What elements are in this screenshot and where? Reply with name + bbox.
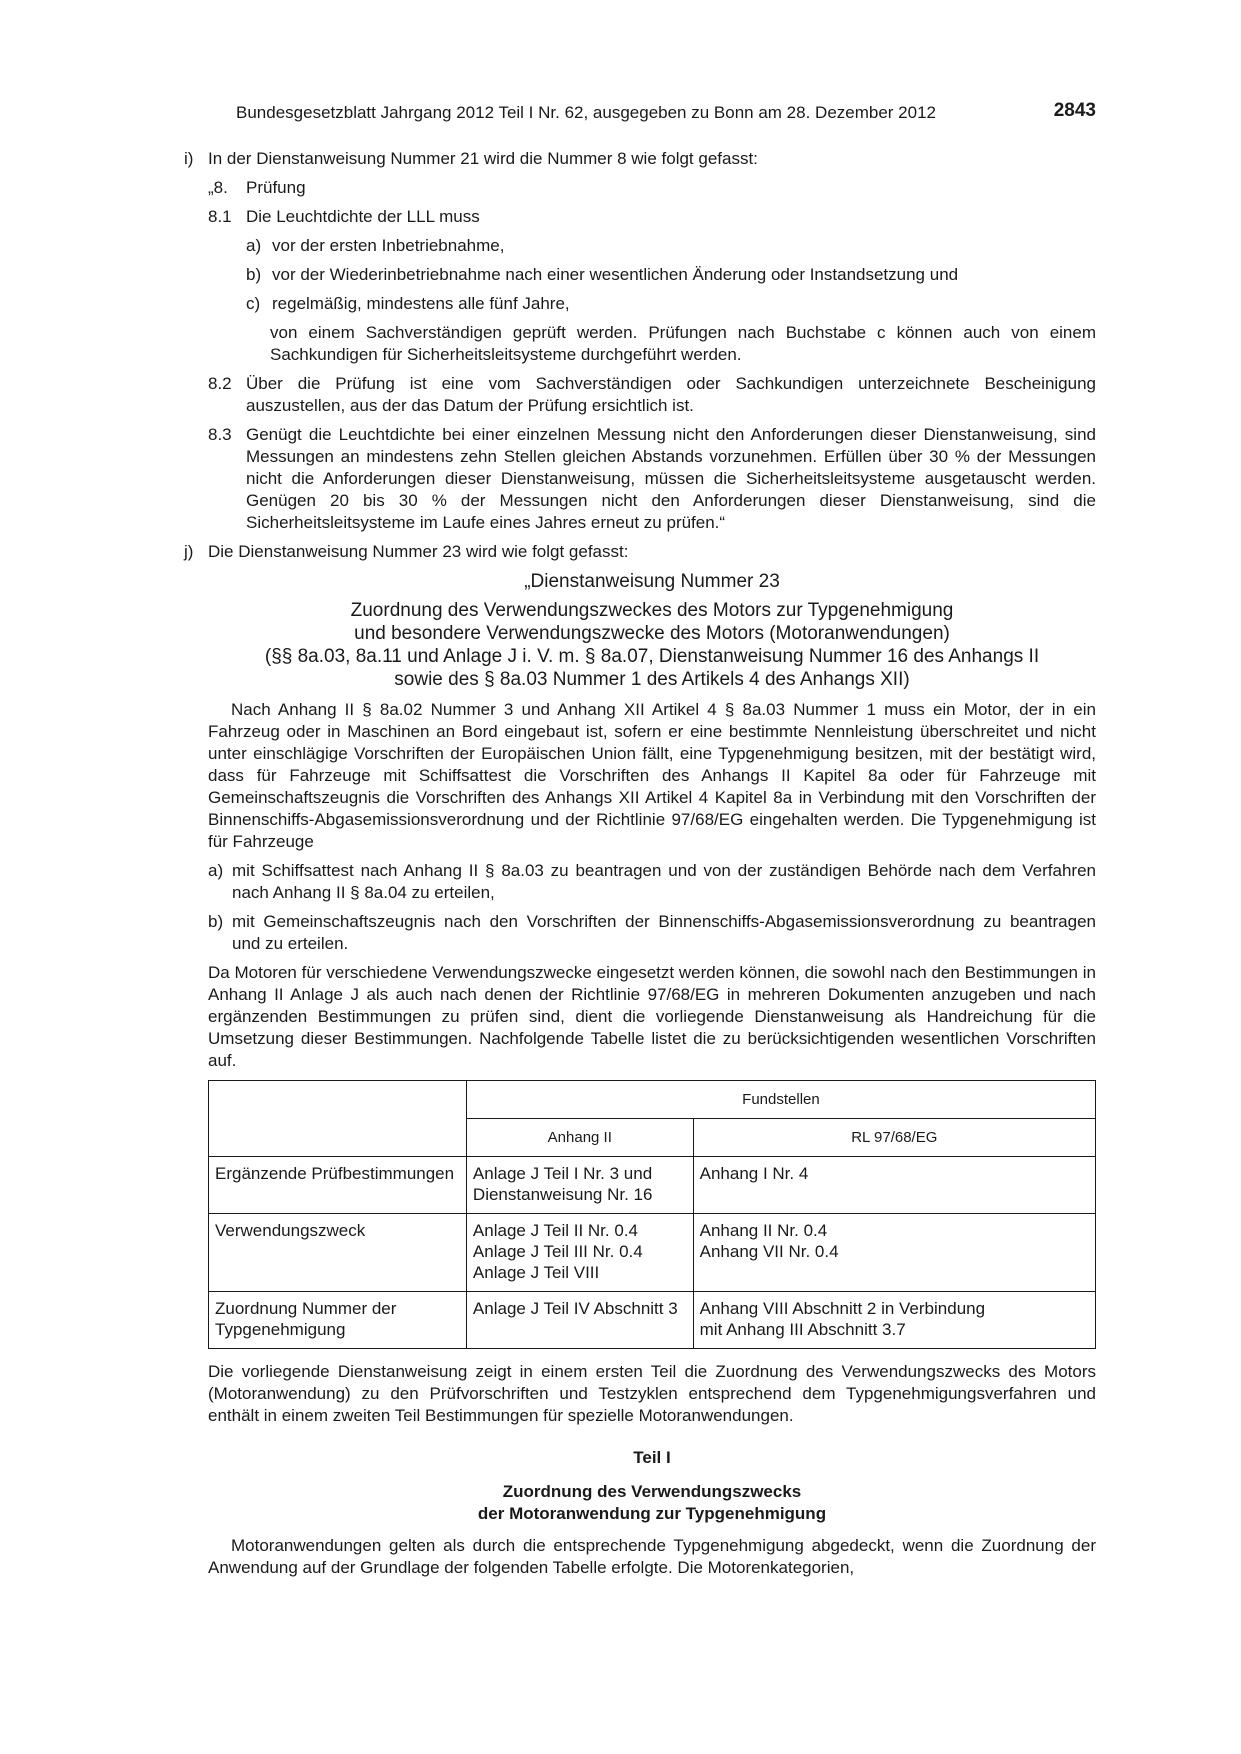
cell-line: Anlage J Teil VIII	[472, 1263, 600, 1282]
cell-line: Anhang I Nr. 4	[699, 1164, 809, 1183]
cell-line: mit Anhang III Abschnitt 3.7	[699, 1320, 906, 1339]
item-c-letter: c)	[246, 294, 261, 313]
intro-paragraph: Nach Anhang II § 8a.02 Nummer 3 und Anhang XII Artikel 4 § 8a.03 Nummer 1 muss ein Motor, der in ein Fahrzeug oder in Maschinen an Bord eingebaut ist, sofern er eine bestimmte Nennleistung überschreitet und nicht unter einschlägige Vorschriften der Europäischen Union fällt, eine Typgenehmigung besitzen, mit der bestätigt wird, dass für Fahrzeuge mit Schiffsattest die Vorschriften des Anhangs II Kapitel 8a oder für Fahrzeuge mit Gemeinschaftszeugnis die Vorschriften des Anhangs XII Artikel 4 Kapitel 8a in Verbindung mit den Vorschriften der Binnenschiffs-Abgasemissionsverordnung und der Richtlinie 97/68/EG eingehalten werden. Die Typgenehmigung ist für Fahrzeuge	[208, 700, 1096, 851]
fundstellen-table	[208, 1080, 1096, 1349]
list-item-b-letter: b)	[208, 912, 224, 931]
subtitle-line-3: (§§ 8a.03, 8a.11 und Anlage J i. V. m. § 8a.07, Dienstanweisung Nummer 16 des Anhangs II	[264, 646, 1040, 667]
teil-i-title: Teil I	[633, 1448, 671, 1467]
table-header-rl: RL 97/68/EG	[693, 1119, 1095, 1157]
dienstanweisung-title: „Dienstanweisung Nummer 23	[524, 571, 780, 592]
list-item-a	[208, 860, 1096, 904]
dienstanweisung-subtitle	[208, 599, 1096, 691]
table-cell-anhang	[466, 1292, 693, 1349]
cell-line: Anlage J Teil IV Abschnitt 3	[472, 1299, 678, 1318]
table-cell-anhang	[466, 1214, 693, 1292]
cell-line: Anlage J Teil III Nr. 0.4	[472, 1242, 643, 1261]
heading-8	[208, 177, 1096, 199]
cell-line: Anhang II Nr. 0.4	[699, 1221, 828, 1240]
paragraph-8-1-number: 8.1	[208, 207, 232, 226]
item-a-text: vor der ersten Inbetriebnahme,	[272, 236, 505, 255]
paragraph-8-1-tail: von einem Sachverständigen geprüft werden. Prüfungen nach Buchstabe c können auch von einem Sachkundigen für Sicherheitsleitsysteme durchgeführt werden.	[270, 323, 1096, 364]
list-item-a-text: mit Schiffsattest nach Anhang II § 8a.03 zu beantragen und von der zuständigen Behörde nach dem Verfahren nach Anhang II § 8a.04 zu erteilen,	[232, 861, 1096, 902]
section-i-letter: i)	[184, 149, 194, 168]
header-title: Bundesgesetzblatt Jahrgang 2012 Teil I Nr. 62, ausgegeben zu Bonn am 28. Dezember 2012	[236, 103, 936, 122]
paragraph-8-1-item-c	[208, 293, 1096, 315]
teil-i-subtitle-line-2: der Motoranwendung zur Typgenehmigung	[477, 1504, 827, 1523]
item-b-letter: b)	[246, 265, 262, 284]
paragraph-8-3	[208, 424, 1096, 534]
paragraph-8-2-number: 8.2	[208, 374, 232, 393]
paragraph-8-1-item-a	[208, 235, 1096, 257]
teil-i-subtitle	[208, 1481, 1096, 1525]
section-j-intro: Die Dienstanweisung Nummer 23 wird wie folgt gefasst:	[208, 542, 629, 561]
table-intro-paragraph: Da Motoren für verschiedene Verwendungszwecke eingesetzt werden können, die sowohl nach den Bestimmungen in Anhang II Anlage J als auch nach denen der Richtlinie 97/68/EG in mehreren Dokumenten anzugeben und nach ergänzenden Bestimmungen zu prüfen sind, dient die vorliegende Dienstanweisung als Handreichung für die Umsetzung dieser Bestimmungen. Nachfolgende Tabelle listet die zu berücksichtigenden wesentlichen Vorschriften auf.	[208, 963, 1096, 1070]
table-corner-cell	[209, 1081, 467, 1157]
section-i	[184, 148, 1096, 170]
cell-line: Anhang VII Nr. 0.4	[699, 1242, 839, 1261]
heading-8-number: „8.	[208, 178, 228, 197]
paragraph-8-3-text: Genügt die Leuchtdichte bei einer einzelnen Messung nicht den Anforderungen dieser Dienstanweisung, sind Messungen an mindestens zehn Stellen gleichen Abstands vorzunehmen. Erfüllen über 30 % der Messungen nicht die Anforderungen dieser Dienstanweisung, müssen die Sicherheitsleitsysteme ausgetauscht werden. Genügen 20 bis 30 % der Messungen nicht den Anforderungen dieser Dienstanweisung, sind die Sicherheitsleitsysteme im Laufe eines Jahres erneut zu prüfen.“	[246, 425, 1096, 532]
table-cell-rl	[693, 1214, 1095, 1292]
document-body	[184, 148, 1096, 1586]
cell-line: Dienstanweisung Nr. 16	[472, 1185, 653, 1204]
paragraph-8-1-item-b	[208, 264, 1096, 286]
section-j	[184, 541, 1096, 563]
teil-i-paragraph: Motoranwendungen gelten als durch die entsprechende Typgenehmigung abgedeckt, wenn die Zuordnung der Anwendung auf der Grundlage der folgenden Tabelle erfolgte. Die Motorenkategorien,	[208, 1536, 1096, 1577]
cell-line: Anlage J Teil II Nr. 0.4	[472, 1221, 638, 1240]
paragraph-8-2-text: Über die Prüfung ist eine vom Sachverständigen oder Sachkundigen unterzeichnete Bescheinigung auszustellen, aus der das Datum der Prüfung ersichtlich ist.	[246, 374, 1096, 415]
paragraph-8-1	[208, 206, 1096, 228]
table-cell-rl	[693, 1292, 1095, 1349]
post-table-paragraph: Die vorliegende Dienstanweisung zeigt in einem ersten Teil die Zuordnung des Verwendungszwecks des Motors (Motoranwendung) zu den Prüfvorschriften und Testzyklen entsprechend dem Typgenehmigungsverfahren und enthält in einem zweiten Teil Bestimmungen für spezielle Motoranwendungen.	[208, 1362, 1096, 1425]
table-cell-rl	[693, 1157, 1095, 1214]
paragraph-8-1-text: Die Leuchtdichte der LLL muss	[246, 207, 480, 226]
table-cell-anhang	[466, 1157, 693, 1214]
table-row	[209, 1214, 1096, 1292]
list-item-b	[208, 911, 1096, 955]
item-c-text: regelmäßig, mindestens alle fünf Jahre,	[272, 294, 570, 313]
table-row-label: Ergänzende Prüfbestimmungen	[209, 1157, 467, 1214]
table-group-header: Fundstellen	[466, 1081, 1095, 1119]
table-row-label: Zuordnung Nummer der Typgenehmigung	[209, 1292, 467, 1349]
item-b-text: vor der Wiederinbetriebnahme nach einer wesentlichen Änderung oder Instandsetzung und	[272, 265, 959, 284]
page-header	[236, 101, 1096, 125]
table-header-anhang: Anhang II	[466, 1119, 693, 1157]
item-a-letter: a)	[246, 236, 262, 255]
teil-i-subtitle-line-1: Zuordnung des Verwendungszwecks	[502, 1482, 802, 1501]
paragraph-8-3-number: 8.3	[208, 425, 232, 444]
cell-line: Anlage J Teil I Nr. 3 und	[472, 1164, 653, 1183]
section-j-letter: j)	[184, 542, 194, 561]
list-item-a-letter: a)	[208, 861, 224, 880]
page-number: 2843	[1053, 100, 1096, 121]
subtitle-line-2: und besondere Verwendungszwecke des Motors (Motoranwendungen)	[354, 623, 950, 644]
list-item-b-text: mit Gemeinschaftszeugnis nach den Vorschriften der Binnenschiffs-Abgasemissionsverordnung zu beantragen und zu erteilen.	[232, 912, 1096, 953]
section-i-intro: In der Dienstanweisung Nummer 21 wird die Nummer 8 wie folgt gefasst:	[208, 149, 758, 168]
heading-8-text: Prüfung	[246, 178, 306, 197]
cell-line: Anhang VIII Abschnitt 2 in Verbindung	[699, 1299, 986, 1318]
table-row	[209, 1292, 1096, 1349]
table-row	[209, 1157, 1096, 1214]
table-row-label: Verwendungszweck	[209, 1214, 467, 1292]
subtitle-line-4: sowie des § 8a.03 Nummer 1 des Artikels 4 des Anhangs XII)	[394, 669, 910, 690]
paragraph-8-2	[208, 373, 1096, 417]
subtitle-line-1: Zuordnung des Verwendungszweckes des Motors zur Typgenehmigung	[350, 600, 954, 621]
